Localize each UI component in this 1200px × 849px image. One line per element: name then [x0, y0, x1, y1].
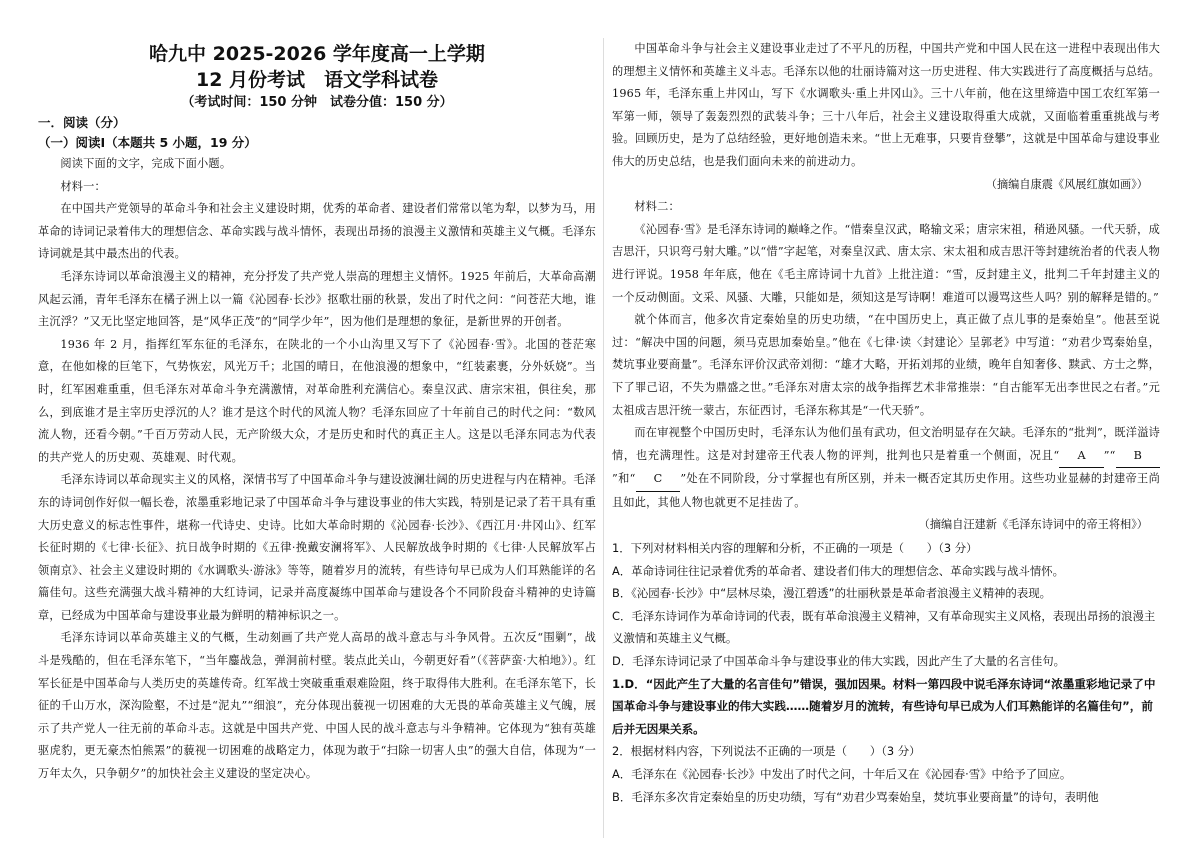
material1-label: 材料一：: [60, 179, 106, 193]
option-c: C．毛泽东诗词作为革命诗词的代表，既有革命浪漫主义精神，又有革命现实主义风格，表现出昂扬的浪漫主义激情和英雄主义气概。: [612, 608, 1156, 646]
material2-paragraph: 就个体而言，他多次肯定秦始皇的历史功绩，“在中国历史上，真正做了点儿事的是秦始皇”。他甚至说过：“解决中国的问题，须马克思加秦始皇。”他在《七律·读〈封建论〉呈郭老》中写道：“劝君少骂秦始皇，焚坑事业要商量”。毛泽东评价汉武帝刘彻：“雄才大略，开拓刘邦的业绩，晚年自知奢侈、黩武、方士之弊，下了罪己诏，不失为鼎盛之世。”毛泽东对唐太宗的战争指挥艺术非常推崇：“自古能军无出李世民之右者。”元太祖成吉思汗统一蒙古，东征西讨，毛泽东称其是“一代天骄”。: [612, 313, 1160, 417]
source-citation: （摘编自康震《风展红旗如画》）: [985, 177, 1148, 191]
material1-paragraph: 中国革命斗争与社会主义建设事业走过了不平凡的历程，中国共产党和中国人民在这一进程中表现出伟大的理想主义情怀和英雄主义斗志。毛泽东以他的壮丽诗篇对这一历史进程、伟大实践进行了高度概括与总结。1965 年，毛泽东重上井冈山，写下《水调歌头·重上井冈山》。三十八年前，他在这里缔造中国工农红军第一军第一师，领导了轰轰烈烈的武装斗争；三十八年后，社会主义建设取得重大成就，又面临着重重挑战与考验。回顾历史，是为了总结经验，更好地创造未来。“世上无难事，只要肯登攀”，这就是中国革命与建设事业伟大的历史总结，也是我们面向未来的前进动力。: [612, 42, 1160, 168]
instruction: 阅读下面的文字，完成下面小题。: [60, 157, 232, 170]
blank-c: C: [636, 468, 681, 492]
material2-paragraph: 《沁园春·雪》是毛泽东诗词的巅峰之作。“惜秦皇汉武，略输文采；唐宗宋祖，稍逊风骚。一代天骄，成吉思汗，只识弯弓射大雕。”以“惜”字起笔，对秦皇汉武、唐太宗、宋太祖和成吉思汗等封建统治者的代表人物进行评说。1958 年年底，他在《毛主席诗词十九首》上批注道：“雪，反封建主义，批判二千年封建主义的一个反动侧面。文采、风骚、大雕，只能如是，须知这是写诗啊！难道可以谩骂这些人吗？别的解释是错的。”: [612, 222, 1160, 304]
answer-explanation: 1.D．“因此产生了大量的名言佳句”错误，强加因果。材料一第四段中说毛泽东诗词“浓墨重彩地记录了中国革命斗争与建设事业的伟大实践……随着岁月的流转，有些诗句早已成为人们耳熟能详的名篇佳句”，前后并无因果关系。: [612, 676, 1156, 736]
text-segment: 而在审视整个中国历史时，毛泽东认为他们虽有武功，但文治明显存在欠缺。毛泽东的“批判”，既洋溢诗情，也充满理性。这是对封建帝王代表人物的评判，批判也只是着重一个侧面，况且“: [612, 426, 1160, 462]
question-stem: 2．根据材料内容，下列说法不正确的一项是（ ）（3 分）: [612, 744, 921, 759]
blank-a: A: [1059, 445, 1103, 469]
option-a: A．革命诗词往往记录着优秀的革命者、建设者们伟大的理想信念、革命实践与战斗情怀。: [612, 563, 1065, 578]
sub-section-heading: （一）阅读Ⅰ（本题共 5 小题，19 分）: [38, 135, 257, 150]
text-segment: ”和“: [612, 472, 636, 486]
question-stem: 1．下列对材料相关内容的理解和分析，不正确的一项是（ ）（3 分）: [612, 541, 978, 556]
material1-paragraph: 毛泽东诗词以革命英雄主义的气概，生动刻画了共产党人高昂的战斗意志与斗争风骨。五次反“围剿”，战斗是残酷的，但在毛泽东笔下，“当年鏖战急，弹洞前村壁。装点此关山，今朝更好看”（《菩萨蛮·大柏地》）。红军长征是中国革命与人类历史的英雄传奇。红军战士突破重重艰难险阻，终于取得伟大胜利。在毛泽东笔下，长征的千山万水，深沟险壑，不过是“泥丸”“细浪”，充分体现出藐视一切困难的大无畏的革命英雄主义气魄，展示了共产党人一往无前的革命斗志。这就是中国共产党、中国人民的战斗意志与斗争精神。它体现为“独有英雄驱虎豹，更无豪杰怕熊罴”的藐视一切困难的战略定力，体现为敢于“扫除一切害人虫”的强大自信，体现为“一万年太久，只争朝夕”的加快社会主义建设的坚定决心。: [38, 631, 596, 781]
option-b: B．《沁园春·长沙》中“层林尽染，漫江碧透”的壮丽秋景是革命者浪漫主义精神的表现。: [612, 586, 1051, 601]
blank-b: B: [1116, 445, 1160, 469]
material2-paragraph-with-blanks: [612, 422, 1160, 514]
column-divider: [603, 38, 604, 838]
material1-paragraph: 在中国共产党领导的革命斗争和社会主义建设时期，优秀的革命者、建设者们常常以笔为犁，以梦为马，用革命的诗词记录着伟大的理想信念、革命实践与战斗情怀，表现出昂扬的浪漫主义激情和英雄主义气概。毛泽东诗词就是其中最杰出的代表。: [38, 202, 596, 261]
material2-label: 材料二：: [634, 200, 680, 214]
exam-title: 哈九中 2025-2026 学年度高一上学期: [149, 43, 485, 65]
text-segment: ”处在不同阶段，分寸掌握也有所区别，并未一概否定其历史作用。这些功业显赫的封建帝王尚且如此，其他人物也就更不足挂齿了。: [612, 472, 1160, 509]
source-citation: （摘编自汪建新《毛泽东诗词中的帝王将相》）: [918, 518, 1148, 532]
material1-paragraph: 毛泽东诗词以革命现实主义的风格，深情书写了中国革命斗争与建设波澜壮阔的历史进程与内在精神。毛泽东的诗词创作好似一幅长卷，浓墨重彩地记录了中国革命斗争与建设事业的伟大实践，特别是记录了若干具有重大历史意义的标志性事件，堪称一代诗史、史诗。比如大革命时期的《沁园春·长沙》、《西江月·井冈山》、红军长征时期的《七律·长征》、抗日战争时期的《五律·挽戴安澜将军》、人民解放战争时期的《七律·人民解放军占领南京》、社会主义建设时期的《水调歌头·游泳》等等，随着岁月的流转，有些诗句早已成为人们耳熟能详的名篇佳句。这些充满强大战斗精神的大红诗词，记录并高度凝练中国革命与建设各个不同阶段奋斗精神的史诗篇章，已经成为中国革命与建设事业最为鲜明的精神标识之一。: [38, 473, 596, 622]
text-segment: ”“: [1103, 448, 1116, 462]
option-a: A．毛泽东在《沁园春·长沙》中发出了时代之问，十年后又在《沁园春·雪》中给予了回应。: [612, 767, 1072, 781]
material1-paragraph: 毛泽东诗词以革命浪漫主义的精神，充分抒发了共产党人崇高的理想主义情怀。1925 年前后，大革命高潮风起云涌，青年毛泽东在橘子洲上以一篇《沁园春·长沙》抠歌壮丽的秋景，发出了时代之问：“问苍茫大地，谁主沉浮？”又无比坚定地回答，是“风华正茂”的“同学少年”，因为他们是理想的象征，是新世界的开创者。: [38, 269, 596, 329]
material1-paragraph: 1936 年 2 月，指挥红军东征的毛泽东，在陕北的一个小山沟里又写下了《沁园春·雪》。北国的苍茫寒意，在他如椽的巨笔下，气势恢宏，风光万千；北国的晴日，在他浪漫的想象中，“红装素裹，分外妖娆”。当时，红军困难重重，但毛泽东对革命斗争充满激情，对革命胜利充满信心。秦皇汉武、唐宗宋祖，俱往矣，那么，到底谁才是主宰历史浮沉的人？谁才是这个时代的风流人物？毛泽东回应了十年前自己的时代之问：“数风流人物，还看今朝。”千百万劳动人民，无产阶级大众，才是历史和时代的真正主人。这是以毛泽东同志为代表的共产党人的历史观、英雄观、时代观。: [38, 337, 596, 464]
exam-info: （考试时间：150 分钟 试卷分值：150 分）: [181, 95, 453, 110]
option-b: B．毛泽东多次肯定秦始皇的历史功绩，写有“劝君少骂秦始皇，焚坑事业要商量”的诗句，表明他: [612, 789, 1099, 804]
section-heading: 一．阅读（分）: [38, 115, 126, 130]
left-column: [38, 0, 596, 786]
exam-subtitle: 12 月份考试 语文学科试卷: [195, 69, 439, 91]
right-column: [612, 38, 1160, 808]
option-d: D．毛泽东诗词记录了中国革命斗争与建设事业的伟大实践，因此产生了大量的名言佳句。: [612, 654, 1066, 669]
